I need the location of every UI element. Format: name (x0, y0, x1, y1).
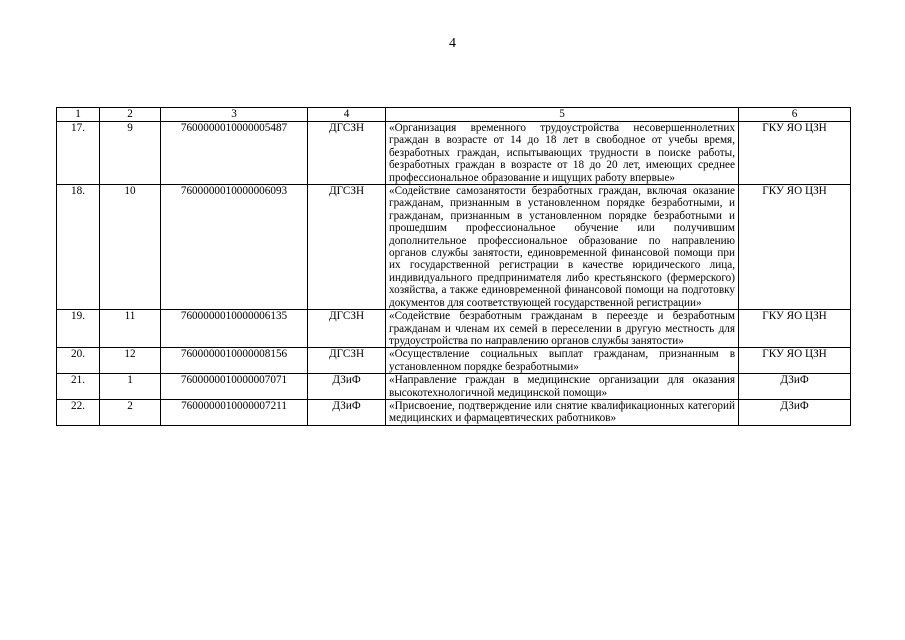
service-description (386, 185, 739, 310)
table-row (57, 185, 851, 310)
service-code: 7600000010000007071 (161, 374, 308, 400)
header-cell: 6 (739, 108, 851, 122)
service-description (386, 122, 739, 185)
page-number: 4 (449, 36, 456, 51)
row-subnumber: 11 (100, 310, 161, 348)
responsible-department: ДГСЗН (308, 310, 386, 348)
responsible-department: ДГСЗН (308, 185, 386, 310)
table-row (57, 310, 851, 348)
row-subnumber: 2 (100, 399, 161, 425)
executor: ГКУ ЯО ЦЗН (739, 122, 851, 185)
service-description-text: «Направление граждан в медицинские организации для оказания высокотехнологичной медицинской помощи» (389, 374, 735, 399)
table-header-row (57, 108, 851, 122)
executor: ГКУ ЯО ЦЗН (739, 348, 851, 374)
executor: ГКУ ЯО ЦЗН (739, 185, 851, 310)
row-subnumber: 10 (100, 185, 161, 310)
row-number: 19. (57, 310, 100, 348)
service-description-text: «Присвоение, подтверждение или снятие квалификационных категорий медицинских и фармацевтических работников» (389, 399, 735, 425)
service-description (386, 310, 739, 348)
row-number: 22. (57, 399, 100, 425)
responsible-department: ДГСЗН (308, 348, 386, 374)
service-description-text: «Организация временного трудоустройства несовершеннолетних граждан в возрасте от 14 до 18 лет в свободное от учебы время, безработных граждан, испытывающих трудности в поиске работы, безработных граждан в возрасте от 18 до 20 лет, имеющих среднее профессиональное образование и ищущих работу впервые» (389, 122, 735, 184)
service-description-text: «Осуществление социальных выплат гражданам, признанным в установленном порядке безработными» (389, 348, 735, 373)
service-description-text: «Содействие безработным гражданам в переезде и безработным гражданам и членам их семей в переселении в другую местность для трудоустройства по направлению органов службы занятости» (389, 310, 735, 347)
row-subnumber: 9 (100, 122, 161, 185)
header-cell: 1 (57, 108, 100, 122)
responsible-department: ДЗиФ (308, 374, 386, 400)
executor: ГКУ ЯО ЦЗН (739, 310, 851, 348)
service-code: 7600000010000008156 (161, 348, 308, 374)
row-number: 17. (57, 122, 100, 185)
row-number: 20. (57, 348, 100, 374)
service-code: 7600000010000006093 (161, 185, 308, 310)
header-cell: 2 (100, 108, 161, 122)
executor: ДЗиФ (739, 374, 851, 400)
table-row (57, 399, 851, 425)
service-code: 7600000010000005487 (161, 122, 308, 185)
responsible-department: ДЗиФ (308, 399, 386, 425)
row-subnumber: 12 (100, 348, 161, 374)
row-number: 18. (57, 185, 100, 310)
services-table (56, 107, 851, 426)
table-row (57, 348, 851, 374)
service-description (386, 348, 739, 374)
service-code: 7600000010000006135 (161, 310, 308, 348)
table-row (57, 374, 851, 400)
row-subnumber: 1 (100, 374, 161, 400)
executor: ДЗиФ (739, 399, 851, 425)
service-description (386, 374, 739, 400)
service-description-text: «Содействие самозанятости безработных граждан, включая оказание гражданам, признанным в установленном порядке безработными, и гражданам, признанным в установленном порядке безработными и прошедшим профессиональное обучение или получившим дополнительное профессиональное образование по направлению органов службы занятости, единовременной финансовой помощи при их государственной регистрации в качестве юридического лица, индивидуального предпринимателя либо крестьянского (фермерского) хозяйства, а также единовременной финансовой помощи на подготовку документов для соответствующей государственной регистрации» (389, 185, 735, 309)
responsible-department: ДГСЗН (308, 122, 386, 185)
row-number: 21. (57, 374, 100, 400)
service-description (386, 399, 739, 425)
header-cell: 4 (308, 108, 386, 122)
service-code: 7600000010000007211 (161, 399, 308, 425)
header-cell: 5 (386, 108, 739, 122)
header-cell: 3 (161, 108, 308, 122)
table-row (57, 122, 851, 185)
